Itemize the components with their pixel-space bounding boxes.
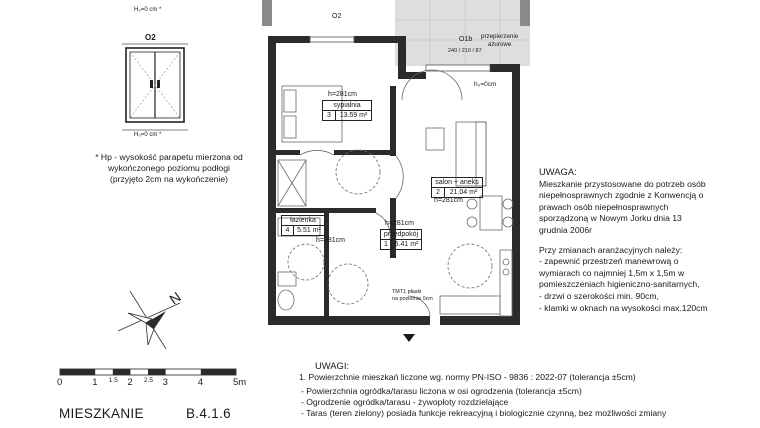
partition-note-line: przepierzenie xyxy=(481,33,519,40)
window-top-label: H₀=0 cm * xyxy=(134,7,162,13)
armchair xyxy=(426,128,444,150)
scale-segment xyxy=(201,369,236,375)
parapet-note xyxy=(74,152,264,186)
scale-tick-label: 1 xyxy=(92,377,98,388)
room-tag-living xyxy=(431,177,483,198)
kitchen-counter xyxy=(500,250,512,316)
scale-segment xyxy=(113,369,131,375)
parapet-note-line: * Hp - wysokość parapetu mierzona od xyxy=(95,152,243,162)
transport-note-line: na poziomie 0cm xyxy=(392,295,433,302)
window-height-label: h₀=0cm xyxy=(474,81,497,88)
scale-tick-label: 2 xyxy=(127,377,133,388)
toilet xyxy=(278,290,294,310)
remarks-item: - Ogrodzenie ogródka/tarasu - żywopłoty rozdzielające xyxy=(301,397,509,407)
accessibility-notes xyxy=(539,166,708,314)
parapet-note-line: (przyjęto 2cm na wykończenie) xyxy=(110,174,228,185)
transport-note xyxy=(392,289,433,302)
room-name: łazienka xyxy=(281,215,325,225)
washbasin xyxy=(278,272,296,286)
room-tag-bathroom xyxy=(281,215,325,236)
scale-tick-label: 0 xyxy=(57,377,63,388)
changes-line: - klamki w oknach na wysokości max.120cm xyxy=(539,302,708,313)
room-height: h=281cm xyxy=(434,197,463,204)
remarks-item: - Taras (teren zielony) posiada funkcje rekreacyjną i biologicznie czynną, bez możliwości zmiany xyxy=(301,408,667,418)
room-number: 1 xyxy=(381,240,392,249)
room-number: 4 xyxy=(282,226,294,235)
remarks-item: 1. Powierzchnie mieszkań liczone wg. normy PN-ISO - 9836 : 2022-07 (tolerancja ±5cm) xyxy=(299,372,636,382)
changes-item xyxy=(539,303,708,315)
accessibility-title: UWAGA: xyxy=(539,166,577,177)
changes-line: pomieszczeniach higieniczno-sanitarnych, xyxy=(539,279,700,290)
room-height: h=281cm xyxy=(385,220,414,227)
entrance-arrow xyxy=(403,334,415,342)
accessibility-line: niepełnosprawnych zgodnie z Konwencją o xyxy=(539,190,704,201)
scale-tick-label: 2.5 xyxy=(144,377,154,384)
parapet-note-line: wykończonego poziomu podłogi xyxy=(108,163,230,174)
apartment-label: MIESZKANIE xyxy=(59,406,144,421)
room-number: 3 xyxy=(323,111,336,120)
remarks-item: - Powierzchnia ogródka/tarasu liczona w osi ogrodzenia (tolerancja ±5cm) xyxy=(301,386,582,396)
compass-icon xyxy=(108,283,198,355)
room-tag-bedroom xyxy=(322,100,372,121)
window-bottom-label: H₀=0 cm * xyxy=(134,132,162,138)
scale-tick-label: 3 xyxy=(162,377,168,388)
apartment-code: B.4.1.6 xyxy=(186,406,231,421)
accessibility-line: prawach osób niepełnosprawnych xyxy=(539,201,669,212)
compass-north-label: N xyxy=(166,288,184,308)
room-name: sypialnia xyxy=(322,100,372,110)
room-height: h=281cm xyxy=(316,237,345,244)
remarks-title: UWAGI: xyxy=(315,360,350,371)
hedge-right xyxy=(520,0,530,26)
accessibility-line: Mieszkanie przystosowane do potrzeb osób xyxy=(539,178,706,189)
dining-table xyxy=(480,196,502,230)
scale-segment xyxy=(148,369,166,375)
door-dimensions: 240 / 210 / 87 xyxy=(448,48,482,54)
hedge-left xyxy=(262,0,272,26)
room-area: 5.41 m² xyxy=(394,241,419,248)
accessibility-line: sporządzoną w Nowym Jorku dnia 13 xyxy=(539,213,682,224)
scale-tick-labels xyxy=(57,377,247,391)
window-detail-drawing xyxy=(110,42,200,134)
window-detail-title: O2 xyxy=(145,33,156,42)
transport-note-line: TMT1 płaski xyxy=(392,289,422,295)
changes-item xyxy=(539,256,708,291)
changes-title: Przy zmianach aranżacyjnych należy: xyxy=(539,244,683,255)
window-tag-o2: O2 xyxy=(332,13,342,20)
scale-tick-label: 1.5 xyxy=(108,377,118,384)
room-height: h=281cm xyxy=(328,91,357,98)
remarks xyxy=(289,360,666,419)
room-area: 5.51 m² xyxy=(297,227,321,234)
room-name: salon + aneks xyxy=(431,177,483,187)
scale-segment xyxy=(60,369,95,375)
changes-line: - drzwi o szerokości min. 90cm, xyxy=(539,290,659,301)
room-area: 21.04 m² xyxy=(449,189,478,196)
window-tag-o1b: O1b xyxy=(459,36,473,43)
accessibility-line: grudnia 2006r xyxy=(539,224,593,235)
scale-tick-label: 5m xyxy=(233,377,247,388)
scale-tick-label: 4 xyxy=(197,377,204,388)
room-number: 2 xyxy=(432,188,445,197)
partition-note-line: ażurowe xyxy=(487,40,512,48)
room-tag-hall xyxy=(380,229,422,250)
partition-note xyxy=(481,33,518,48)
changes-item xyxy=(539,291,708,303)
room-area: 13.59 m² xyxy=(339,112,368,119)
changes-line: wymiarach co najmniej 1,5m x 1,5m w xyxy=(539,267,685,278)
room-name: przedpokój xyxy=(380,229,422,239)
changes-line: - zapewnić przestrzeń manewrową o xyxy=(539,256,679,267)
